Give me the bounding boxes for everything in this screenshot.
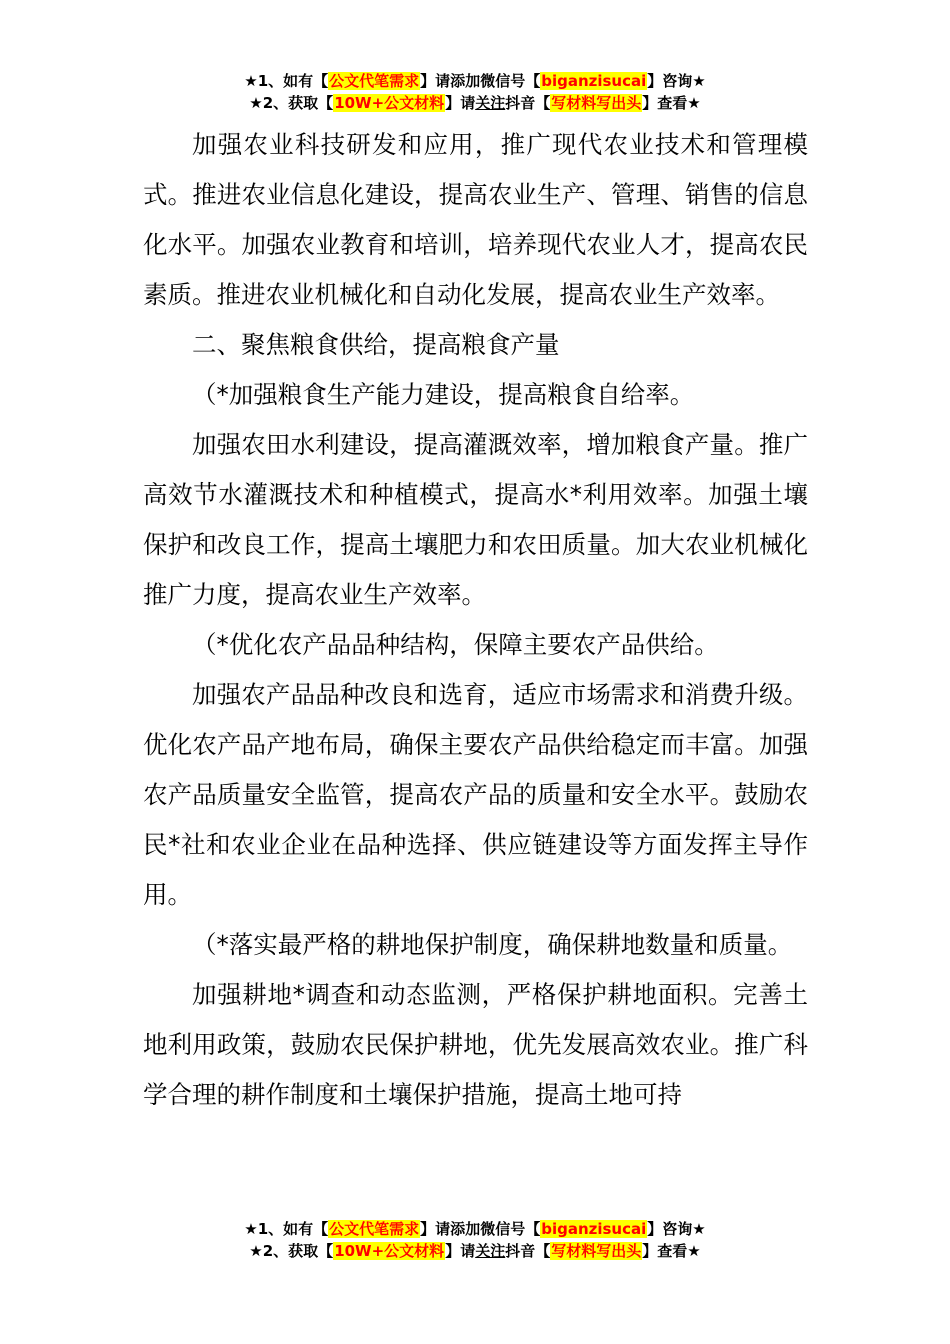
promo-text: ★2、获取【 (249, 1242, 334, 1260)
promo-text: 抖音【 (505, 1242, 551, 1260)
promo-line-2 (0, 92, 950, 114)
promo-highlight: biganzisucai (541, 1220, 647, 1238)
promo-text: 】请添 (420, 72, 466, 90)
promo-highlight: 写材料写出头 (551, 1242, 642, 1260)
subheading: （*落实最严格的耕地保护制度，确保耕地数量和质量。 (192, 930, 793, 959)
promo-text: ★1、如有【 (244, 72, 329, 90)
top-promo-banner (0, 70, 950, 114)
promo-highlight: 公文代笔需求 (329, 72, 420, 90)
promo-text: 】查看★ (642, 1242, 701, 1260)
promo-text: 关注 (475, 94, 506, 112)
document-body (143, 120, 808, 1120)
promo-line-2 (0, 1240, 950, 1262)
promo-text: ★2、获取【 (249, 94, 334, 112)
promo-text: 】咨询★ (647, 72, 706, 90)
promo-text: ★1、如有【 (244, 1220, 329, 1238)
section-heading: 二、聚焦粮食供给，提高粮食产量 (192, 330, 560, 359)
bottom-promo-banner (0, 1218, 950, 1262)
subheading: （*优化农产品品种结构，保障主要农产品供给。 (192, 630, 719, 659)
promo-highlight: 写材料写出头 (551, 94, 642, 112)
promo-text: 】请添 (420, 1220, 466, 1238)
paragraph: 加强农田水利建设，提高灌溉效率，增加粮食产量。推广高效节水灌溉技术和种植模式，提高水*利用效率。加强土壤保护和改良工作，提高土壤肥力和农田质量。加大农业机械化推广力度，提高农业生产效率。 (143, 430, 808, 609)
paragraph: 加强农产品品种改良和选育，适应市场需求和消费升级。优化农产品产地布局，确保主要农产品供给稳定而丰富。加强农产品质量安全监管，提高农产品的质量和安全水平。鼓励农民*社和农业企业在品种选择、供应链建设等方面发挥主导作用。 (143, 680, 808, 909)
promo-highlight: 10W+公文材料 (334, 1242, 445, 1260)
promo-text: 关注 (475, 1242, 506, 1260)
paragraph: 加强耕地*调查和动态监测，严格保护耕地面积。完善土地利用政策，鼓励农民保护耕地，优先发展高效农业。推广科学合理的耕作制度和土壤保护措施，提高土地可持 (143, 980, 808, 1109)
promo-text: 】咨询★ (647, 1220, 706, 1238)
promo-highlight: 公文代笔需求 (329, 1220, 420, 1238)
paragraph: 加强农业科技研发和应用，推广现代农业技术和管理模式。推进农业信息化建设，提高农业生产、管理、销售的信息化水平。加强农业教育和培训，培养现代农业人才，提高农民素质。推进农业机械化和自动化发展，提高农业生产效率。 (143, 130, 808, 309)
promo-text: 】查看★ (642, 94, 701, 112)
promo-highlight: biganzisucai (541, 72, 647, 90)
promo-text: 抖音【 (505, 94, 551, 112)
promo-highlight: 10W+公文材料 (334, 94, 445, 112)
promo-text: 】请 (445, 1242, 476, 1260)
promo-line-1 (0, 1218, 950, 1240)
subheading: （*加强粮食生产能力建设，提高粮食自给率。 (192, 380, 695, 409)
promo-text: 微信号【 (480, 1220, 541, 1238)
promo-line-1 (0, 70, 950, 92)
promo-text: 加 (465, 1220, 481, 1238)
promo-text: 微信号【 (480, 72, 541, 90)
promo-text: 加 (465, 72, 481, 90)
promo-text: 】请 (445, 94, 476, 112)
